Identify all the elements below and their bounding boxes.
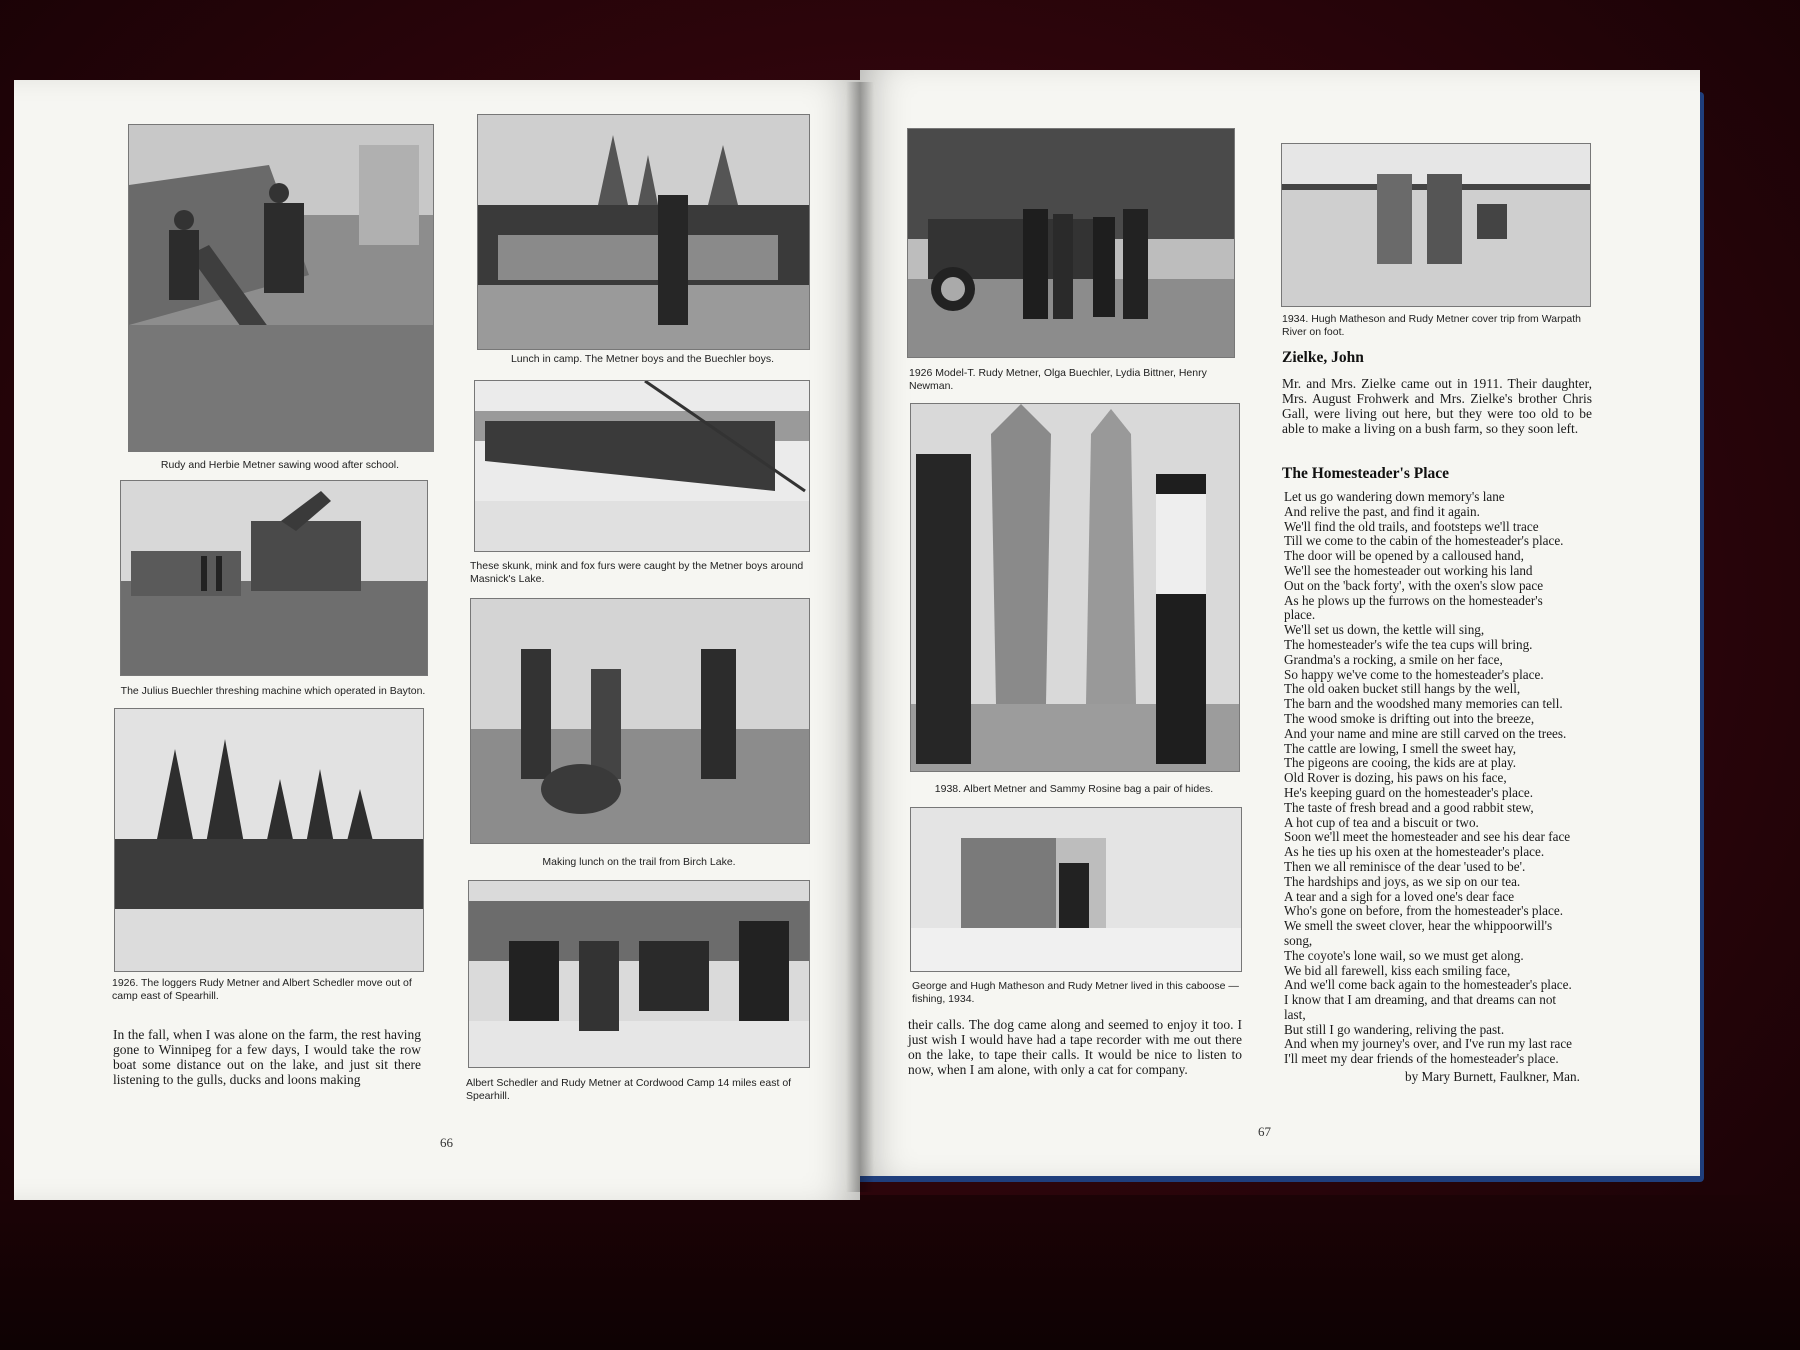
poem-line: Let us go wandering down memory's lane [1284, 489, 1505, 504]
poem-line: Out on the 'back forty', with the oxen's slow pace [1284, 577, 1544, 593]
poem-line: We bid all farewell, kiss each smiling face, [1284, 962, 1511, 978]
poem-lines [1284, 490, 1572, 1067]
page-number-left: 66 [440, 1135, 453, 1150]
poem-line: The pigeons are cooing, the kids are at play. [1284, 755, 1517, 771]
photo-caption: 1926. The loggers Rudy Metner and Albert Schedler move out of camp east of Spearhill. [112, 977, 412, 1002]
photo-caption: George and Hugh Matheson and Rudy Metner lived in this caboose — fishing, 1934. [912, 980, 1239, 1005]
photo-caption: Making lunch on the trail from Birch Lake. [542, 856, 736, 868]
photo-sawing-wood [128, 124, 434, 452]
photo-hides [910, 403, 1240, 772]
poem-line: Till we come to the cabin of the homesteader's place. [1284, 533, 1564, 549]
photo-caption: These skunk, mink and fox furs were caught by the Metner boys around Masnick's Lake. [470, 560, 804, 585]
photo-caption: Albert Schedler and Rudy Metner at Cordwood Camp 14 miles east of Spearhill. [466, 1077, 792, 1102]
photo-winter-trip [1281, 143, 1591, 307]
poem-line: song, [1284, 932, 1313, 948]
poem-line: The barn and the woodshed many memories can tell. [1284, 696, 1563, 712]
photo-caption: 1938. Albert Metner and Sammy Rosine bag a pair of hides. [934, 783, 1214, 795]
photo-caption: 1926 Model-T. Rudy Metner, Olga Buechler, Lydia Bittner, Henry Newman. [909, 367, 1207, 392]
poem-line: So happy we've come to the homesteader's place. [1284, 666, 1544, 682]
poem-line: The hardships and joys, as we sip on our tea. [1284, 873, 1521, 889]
section-heading: Zielke, John [1282, 349, 1364, 366]
poem-line: We'll find the old trails, and footsteps we'll trace [1284, 518, 1539, 534]
poem-line: I know that I am dreaming, and that dreams can not [1284, 992, 1557, 1008]
poem-line: The coyote's lone wail, so we must get along. [1284, 947, 1524, 963]
poem-line: As he plows up the furrows on the homesteader's [1284, 592, 1543, 608]
poem-line: The cattle are lowing, I smell the sweet hay, [1284, 740, 1517, 756]
poem-line: He's keeping guard on the homesteader's place. [1284, 784, 1533, 800]
poem-line: Old Rover is dozing, his paws on his face, [1284, 770, 1507, 786]
photo-lunch-in-camp [477, 114, 810, 350]
photo-furs [474, 380, 810, 552]
poem-title: The Homesteader's Place [1282, 465, 1450, 482]
poem-line: The wood smoke is drifting out into the breeze, [1284, 710, 1535, 726]
photo-loggers-moving [114, 708, 424, 972]
page-number-right: 67 [1258, 1124, 1271, 1139]
poem-line: Grandma's a rocking, a smile on her face, [1284, 651, 1503, 667]
poem-line: Then we all reminisce of the dear 'used to be'. [1284, 858, 1526, 874]
table-cloth [0, 1195, 1800, 1350]
poem-line: The old oaken bucket still hangs by the well, [1284, 681, 1521, 697]
poem-line: As he ties up his oxen at the homesteader's place. [1284, 844, 1545, 860]
poem-line: last, [1284, 1006, 1306, 1022]
poem-line: Soon we'll meet the homesteader and see his dear face [1284, 829, 1571, 845]
poem-line: And we'll come back again to the homesteader's place. [1284, 977, 1572, 993]
book-gutter [846, 82, 874, 1192]
photo-making-lunch [470, 598, 810, 844]
photo-caption: Lunch in camp. The Metner boys and the Buechler boys. [510, 353, 775, 365]
photo-caption: 1934. Hugh Matheson and Rudy Metner cover trip from Warpath River on foot. [1282, 313, 1582, 338]
photo-caption: Rudy and Herbie Metner sawing wood after school. [160, 459, 400, 471]
poem-line: place. [1284, 607, 1316, 623]
section-text: Mr. and Mrs. Zielke came out in 1911. Their daughter, Mrs. August Frohwerk and Mrs. Zielke's brother Chris Gall, were living out here, but they were too old to be able to make a living on a bush farm, so they soon left. [1282, 376, 1592, 436]
photo-caption: The Julius Buechler threshing machine which operated in Bayton. [120, 685, 426, 697]
poem-line: A hot cup of tea and a biscuit or two. [1284, 814, 1479, 830]
photo-threshing-machine [120, 480, 428, 676]
poem-line: And relive the past, and find it again. [1284, 503, 1480, 519]
poem-line: The homesteader's wife the tea cups will bring. [1284, 636, 1533, 652]
left-body-text: In the fall, when I was alone on the farm, the rest having gone to Winnipeg for a few days, I would take the row boat some distance out on the lake, and just sit there listening to the gulls, ducks and loons making [113, 1027, 421, 1087]
poem-line: A tear and a sigh for a loved one's dear face [1284, 888, 1515, 904]
poem-line: The taste of fresh bread and a good rabbit stew, [1284, 799, 1534, 815]
photo-cordwood-camp [468, 880, 810, 1068]
poem-line: And when my journey's over, and I've run my last race [1284, 1036, 1573, 1052]
poem-line: We smell the sweet clover, hear the whippoorwill's [1284, 918, 1553, 934]
right-body-text: their calls. The dog came along and seemed to enjoy it too. I just wish I would have had a tape recorder with me out there on the lake, to tape their calls. It would be nice to listen to now, when I am alone, with only a cat for company. [908, 1017, 1242, 1077]
poem-line: And your name and mine are still carved on the trees. [1284, 725, 1567, 741]
poem-line: But still I go wandering, reliving the past. [1284, 1021, 1505, 1037]
photo-caboose [910, 807, 1242, 972]
photo-model-t [907, 128, 1235, 358]
poem-line: We'll see the homesteader out working his land [1284, 562, 1533, 578]
poem-credit: by Mary Burnett, Faulkner, Man. [1405, 1069, 1580, 1084]
poem-line: The door will be opened by a calloused hand, [1284, 548, 1524, 564]
poem-line: I'll meet my dear friends of the homesteader's place. [1284, 1051, 1559, 1067]
poem-line: We'll set us down, the kettle will sing, [1284, 622, 1485, 638]
poem-line: Who's gone on before, from the homesteader's place. [1284, 903, 1564, 919]
